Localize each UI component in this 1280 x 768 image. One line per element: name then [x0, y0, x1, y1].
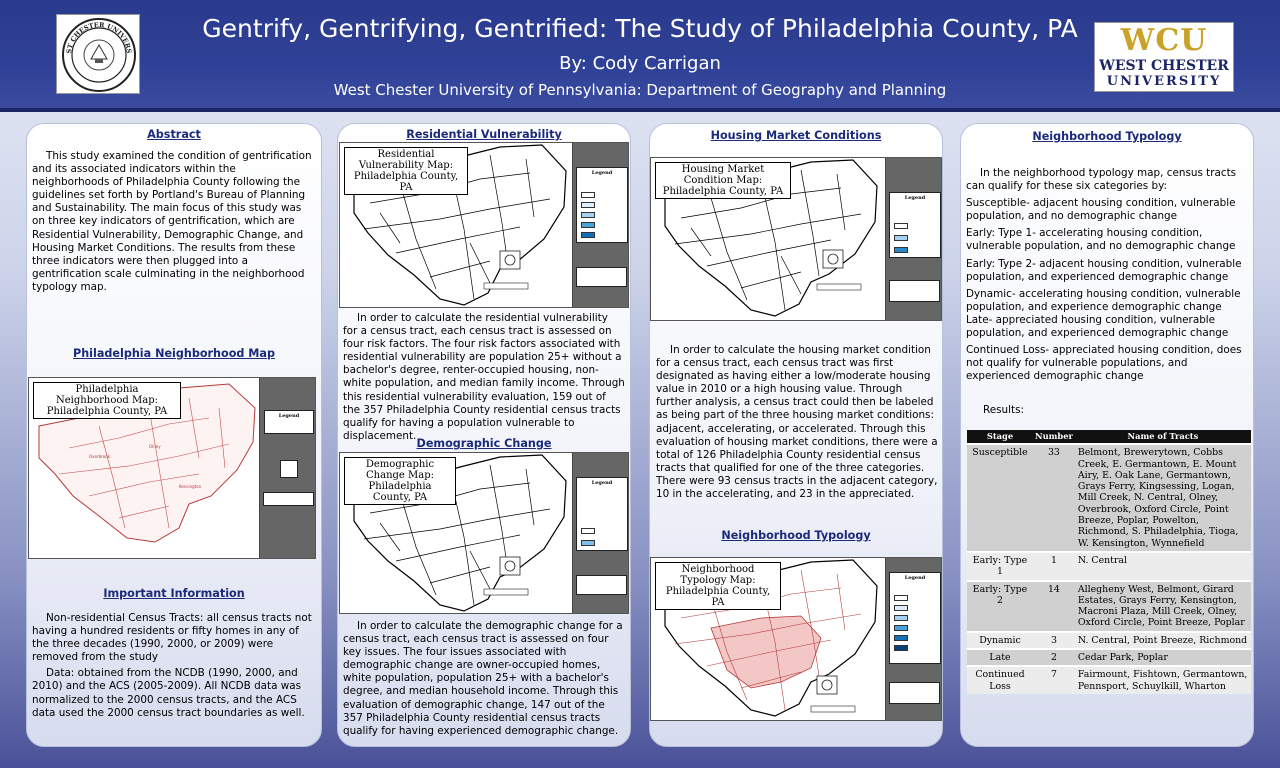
abstract-heading: Abstract — [147, 128, 201, 141]
legend-swatch — [894, 605, 908, 611]
svg-text:Olney: Olney — [149, 444, 161, 449]
legend-box — [889, 572, 941, 664]
legend-swatch — [894, 635, 908, 641]
residential-vulnerability-map-title: Residential Vulnerability Map: Philadelphia County, PA — [344, 147, 468, 195]
legend-swatch — [581, 212, 595, 218]
typology-item: Susceptible- adjacent housing condition, vulnerable population, and no demographic change — [966, 197, 1236, 223]
typology-item: Dynamic- accelerating housing condition, vulnerable population, and experience demographic change Late- appreciated housing condition, vulnerable population, and experienced demographic change — [966, 287, 1241, 340]
important-paragraph-2: Data: obtained from the NCDB (1990, 2000, and 2010) and the ACS (2005-2009). All NCDB data was normalized to the 2000 census tracts, and the ACS data used the 2000 census tract boundaries as well. — [32, 667, 305, 719]
legend-swatch — [581, 192, 595, 198]
table-row — [967, 444, 1251, 552]
poster-header — [0, 0, 1280, 112]
map-notes — [889, 682, 940, 704]
residential-vulnerability-map — [339, 142, 629, 308]
legend-swatch — [894, 595, 908, 601]
legend-swatch — [894, 645, 908, 651]
north-arrow-icon — [280, 460, 298, 478]
housing-market-heading: Housing Market Conditions — [710, 129, 882, 142]
wcu-logo — [1094, 22, 1234, 92]
legend-box — [576, 477, 628, 551]
residential-vulnerability-text — [343, 312, 625, 443]
map-notes — [576, 267, 627, 287]
wcu-logo-line2: UNIVERSITY — [1106, 74, 1222, 89]
legend-swatch — [581, 528, 595, 534]
legend-title: Legend — [591, 170, 613, 176]
housing-market-legend — [885, 158, 942, 321]
table-cell-number: 1 — [1033, 552, 1075, 581]
table-cell-tracts: Belmont, Brewerytown, Cobbs Creek, E. Germantown, E. Mount Airy, E. Oak Lane, Germantown, Grays Ferry, Kingsessing, Logan, Mill Creek, N. Central, Olney, Overbrook, Oxford Circle, Point Breeze, Poplar, Powelton, Richmond, S. Philadelphia, Tioga, W. Kensington, Wynnefield — [1075, 444, 1251, 552]
residential-vulnerability-legend — [572, 143, 629, 308]
typology-item: Early: Type 1- accelerating housing condition, vulnerable population, and no demographic change — [966, 227, 1236, 253]
legend-box — [576, 167, 628, 243]
svg-text:Kensington: Kensington — [179, 484, 202, 489]
legend-swatch — [581, 222, 595, 228]
legend-title: Legend — [904, 195, 926, 201]
typology-item: Early: Type 2- adjacent housing condition, vulnerable population, and experienced demographic change — [966, 257, 1242, 283]
svg-text:Overbrook: Overbrook — [89, 454, 110, 459]
map-notes — [576, 575, 627, 595]
typology-map-title: Neighborhood Typology Map: Philadelphia County, PA — [655, 562, 781, 610]
table-row — [967, 581, 1251, 632]
demographic-change-map — [339, 452, 629, 614]
legend-swatch — [894, 625, 908, 631]
neighborhood-map — [28, 377, 316, 559]
important-paragraph-1: Non-residential Census Tracts: all census tracts not having a hundred residents or fifty homes in any of the three decades (1990, 2000, or 2009) were removed from the study — [32, 612, 312, 664]
important-info-text — [32, 612, 316, 720]
results-label: Results: — [983, 404, 1025, 416]
typology-text — [966, 167, 1248, 383]
legend-swatch — [894, 247, 908, 253]
legend-swatch — [581, 202, 595, 208]
demographic-change-legend — [572, 453, 629, 614]
map-notes — [889, 280, 940, 302]
abstract-text — [32, 150, 316, 294]
typology-intro: In the neighborhood typology map, census tracts can qualify for these six categories by: — [966, 167, 1237, 193]
neighborhood-map-title: Philadelphia Neighborhood Map: Philadelphia County, PA — [33, 382, 181, 419]
table-cell-stage: Continued Loss — [967, 666, 1033, 694]
table-header-row — [967, 430, 1251, 444]
table-cell-number: 7 — [1033, 666, 1075, 694]
poster-affiliation: West Chester University of Pennsylvania: Department of Geography and Planning — [333, 81, 947, 99]
demographic-change-map-title: Demographic Change Map: Philadelphia County, PA — [344, 457, 456, 505]
table-cell-stage: Early: Type 1 — [967, 552, 1033, 581]
typology-map-legend — [885, 558, 942, 721]
seal-emblem-icon — [57, 15, 141, 95]
results-table — [967, 430, 1251, 694]
neighborhood-map-heading: Philadelphia Neighborhood Map — [73, 347, 275, 360]
legend-swatch — [894, 223, 908, 229]
table-cell-number: 14 — [1033, 581, 1075, 632]
seal-text: ST CHESTER UNIVERS — [64, 20, 134, 55]
legend-swatch — [894, 235, 908, 241]
table-cell-number: 3 — [1033, 632, 1075, 649]
wcu-logo-letters: WCU — [1120, 23, 1208, 58]
neighborhood-map-legend — [259, 378, 316, 559]
residential-vulnerability-heading: Residential Vulnerability — [406, 128, 562, 141]
legend-swatch — [894, 615, 908, 621]
housing-market-map — [650, 157, 942, 321]
map-notes — [263, 492, 314, 506]
legend-swatch — [581, 232, 595, 238]
neighborhood-typology-map — [650, 557, 942, 721]
table-cell-stage: Susceptible — [967, 444, 1033, 552]
table-row — [967, 552, 1251, 581]
table-header-stage: Stage — [967, 430, 1033, 444]
residential-vulnerability-paragraph: In order to calculate the residential vulnerability for a census tract, each census tract is assessed on four risk factors. The four risk factors associated with residential vulnerability are population 25+ without a bachelor's degree, renter-occupied housing, non-white population, and median family income. Through this residential vulnerability evaluation, 159 out of the 357 Philadelphia County residential census tracts qualify for having a population vulnerable to displacement. — [343, 312, 625, 442]
table-cell-stage: Early: Type 2 — [967, 581, 1033, 632]
table-cell-tracts: Fairmount, Fishtown, Germantown, Pennsport, Schuylkill, Wharton — [1075, 666, 1251, 694]
neighborhood-typology-heading: Neighborhood Typology — [1032, 130, 1182, 143]
table-cell-tracts: Cedar Park, Poplar — [1075, 649, 1251, 666]
table-cell-tracts: N. Central, Point Breeze, Richmond — [1075, 632, 1251, 649]
table-cell-stage: Late — [967, 649, 1033, 666]
legend-box — [889, 192, 941, 258]
table-row — [967, 666, 1251, 694]
table-header-number: Number — [1033, 430, 1075, 444]
legend-box — [264, 410, 314, 434]
legend-title: Legend — [591, 480, 613, 486]
typology-item: Continued Loss- appreciated housing condition, does not qualify for vulnerable populations, and experienced demographic change — [966, 344, 1242, 383]
table-row — [967, 649, 1251, 666]
important-info-heading: Important Information — [103, 587, 245, 600]
poster-title: Gentrify, Gentrifying, Gentrified: The Study of Philadelphia County, PA — [202, 14, 1078, 43]
demographic-change-heading: Demographic Change — [416, 437, 552, 450]
housing-market-text — [656, 344, 938, 501]
housing-market-paragraph: In order to calculate the housing market condition for a census tract, each census tract was first designated as having either a low/moderate housing value in 2010 or a high housing value. Through further analysis, a census tract could then be labeled as being part of the three housing market conditions: adjacent, accelerating, or accelerated. Through this evaluation of housing market conditions, there were a total of 126 Philadelphia County residential census tracts that qualified for one of the three categories. There were 93 census tracts in the adjacent category, 10 in the accelerating, and 23 in the appreciated. — [656, 344, 938, 501]
legend-swatch — [581, 540, 595, 546]
wcu-logo-line1: WEST CHESTER — [1099, 58, 1229, 74]
table-cell-number: 2 — [1033, 649, 1075, 666]
table-header-tracts: Name of Tracts — [1075, 430, 1251, 444]
table-row — [967, 632, 1251, 649]
table-cell-stage: Dynamic — [967, 632, 1033, 649]
demographic-change-text — [343, 620, 625, 738]
abstract-paragraph: This study examined the condition of gentrification and its associated indicators within the neighborhoods of Philadelphia County following the guidelines set forth by Portland's Bureau of Planning and Sustainability. The main focus of this study was on three key indicators of gentrification, which are Residential Vulnerability, Demographic Change, and Housing Market Conditions. The results from these three indicators were then plugged into a gentrification scale culminating in the neighborhood typology map. — [32, 150, 312, 293]
legend-title: Legend — [278, 413, 300, 419]
table-cell-number: 33 — [1033, 444, 1075, 552]
table-cell-tracts: Allegheny West, Belmont, Girard Estates, Grays Ferry, Kensington, Macroni Plaza, Mill Creek, Olney, Oxford Circle, Point Breeze, Poplar — [1075, 581, 1251, 632]
housing-market-map-title: Housing Market Condition Map: Philadelphia County, PA — [655, 162, 791, 199]
table-cell-tracts: N. Central — [1075, 552, 1251, 581]
poster-author: By: Cody Carrigan — [559, 53, 721, 74]
legend-title: Legend — [904, 575, 926, 581]
typology-map-heading: Neighborhood Typology — [721, 529, 871, 542]
demographic-change-paragraph: In order to calculate the demographic change for a census tract, each census tract is assessed on four key issues. The four issues associated with demographic change are owner-occupied homes, white population, population 25+ with a bachelor's degree, and median household income. Through this evaluation of demographic change, 147 out of the 357 Philadelphia County residential census tracts qualify for having experienced demographic change. — [343, 620, 623, 737]
university-seal — [56, 14, 140, 94]
